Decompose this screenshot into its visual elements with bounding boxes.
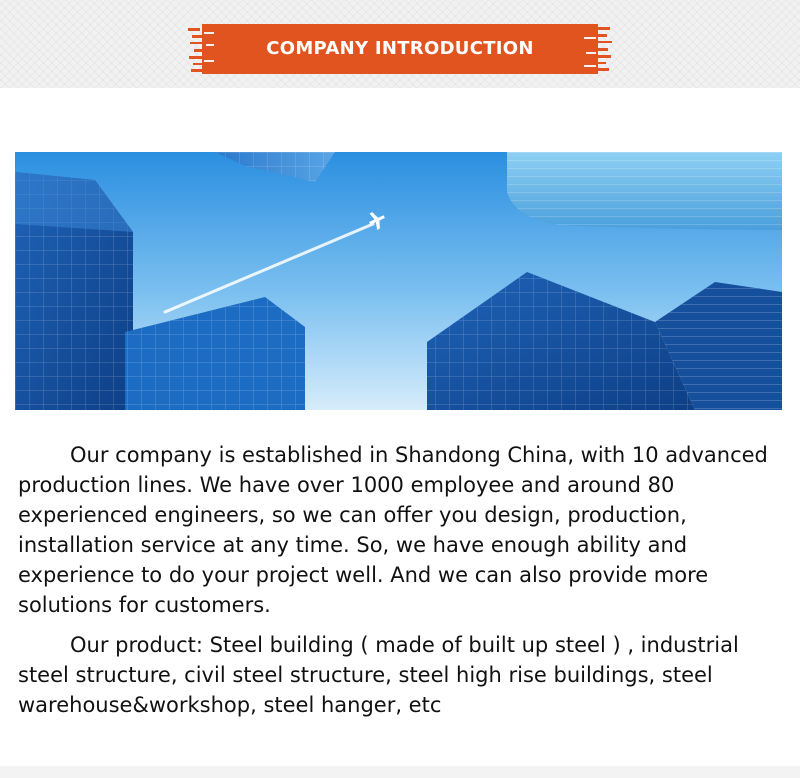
footer-band — [0, 766, 800, 778]
hero-image — [15, 152, 782, 410]
company-description — [18, 440, 788, 720]
page-title: COMPANY INTRODUCTION — [266, 38, 534, 59]
skyscrapers-airplane-image — [15, 152, 782, 410]
title-banner — [188, 24, 612, 74]
product-paragraph: Our product: Steel building ( made of built up steel ) , industrial steel structure, civil steel structure, steel high rise buildings, steel warehouse&workshop, steel hanger, etc — [18, 633, 739, 717]
intro-paragraph: Our company is established in Shandong China, with 10 advanced production lines. We have over 1000 employee and around 80 experienced engineers, so we can offer you design, production, installation service at any time. So, we have enough ability and experience to do your project well. And we can also provide more solutions for customers. — [18, 443, 768, 617]
